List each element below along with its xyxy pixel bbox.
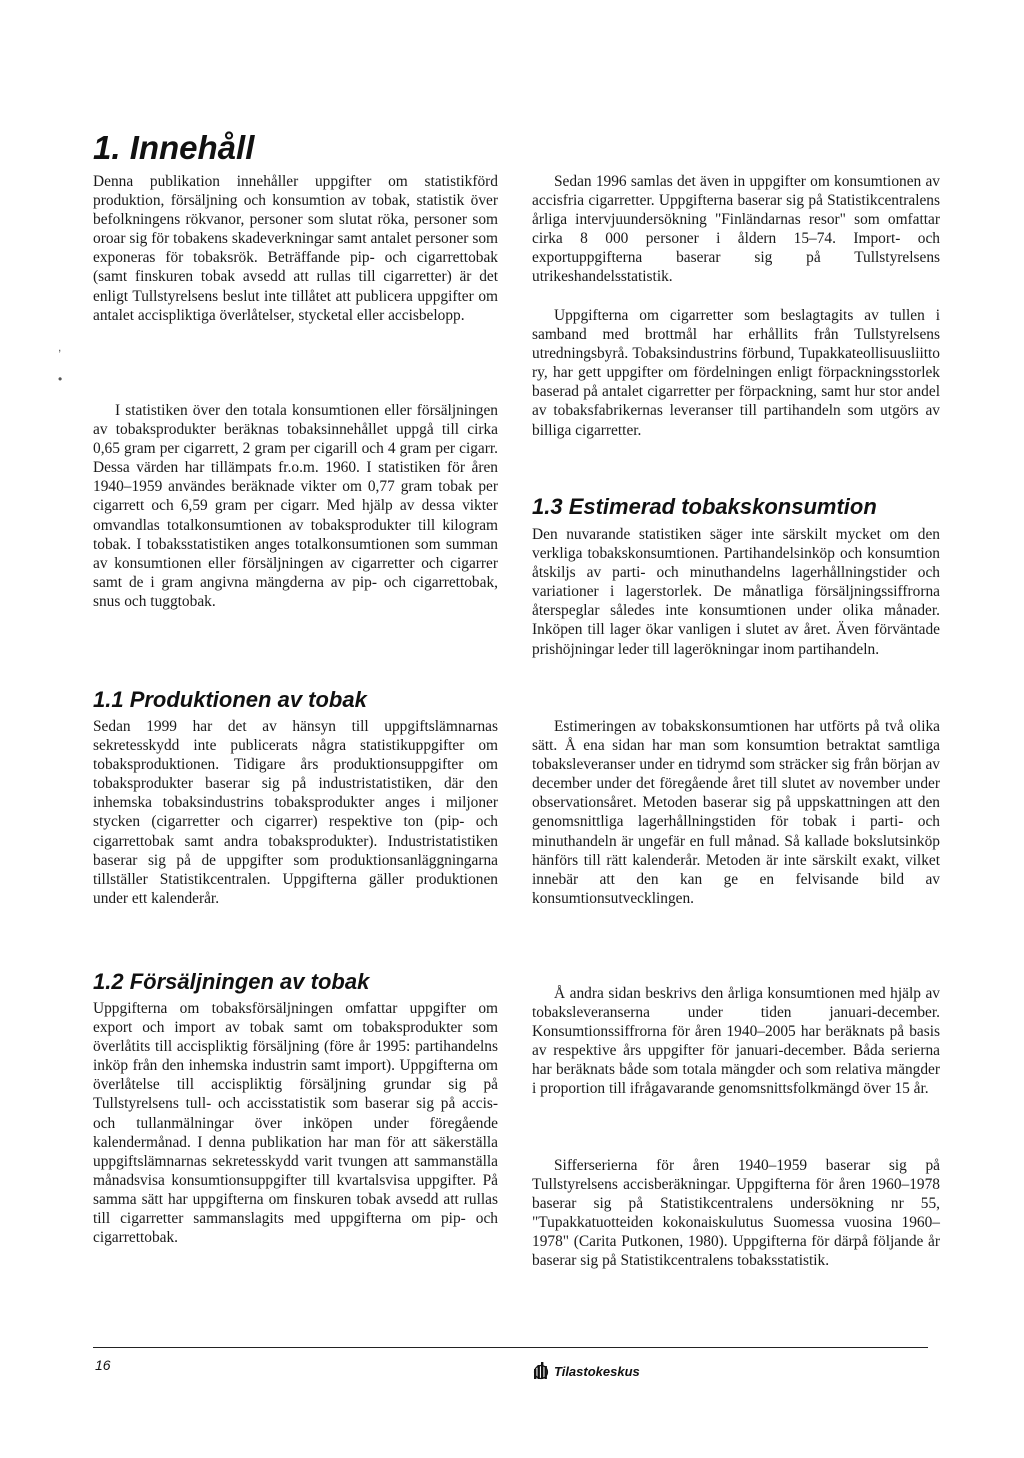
section-1-1-heading: 1.1 Produktionen av tobak [93,687,367,712]
right-paragraph-1: Sedan 1996 samlas det även in uppgifter om konsumtionen av accisfria cigarretter. Uppgifterna baserar sig på Statistikcentralens årliga intervjuundersökning "Finländarnas resor" som omfattar cirka 8 000 personer i åldern 15–74. Import- och exportuppgifterna baserar sig på Tullstyrelsens utrikeshandelsstatistik. [532,173,940,286]
publisher-name: Tilastokeskus [554,1363,640,1379]
section-1-3-paragraph-2: Estimeringen av tobakskonsumtionen har utförts på två olika sätt. Å ena sidan har man som konsumtion betraktat samtliga tobaksleveranser under en tidrymd som sträcker sig från början av december under det föregående året till slutet av november under observationsåret. Metoden baserar sig på uppskattningen att den genomsnittliga lagerhållningstiden för tobak i parti- och minuthandeln är ungefär en full månad. Så kallade bokslutsinköp hänförs till rätt kalenderår. Metoden är inte särskilt exakt, vilket innebär att den kan ge en felvisande bild av konsumtionsutvecklingen. [532,718,940,907]
section-1-3-heading: 1.3 Estimerad tobakskonsumtion [532,494,877,519]
margin-mark: , [58,340,62,354]
section-1-2-heading: 1.2 Försäljningen av tobak [93,969,370,994]
footer-rule [93,1347,928,1348]
section-1-3-paragraph-3: Å andra sidan beskrivs den årliga konsumtionen med hjälp av tobaksleveranserna under tiden januari-december. Konsumtionssiffrorna för åren 1940–2005 har beräknats på basis av respektive års uppgifter för januari-december. Båda serierna har beräknats både som totala mängder och som relativa mängder i proportion till ifrågavarande genomsnittsfolkmängd över 15 år. [532,985,940,1098]
section-1-1-paragraph: Sedan 1999 har det av hänsyn till uppgiftslämnarnas sekretesskydd inte publicerats några statistikuppgifter om tobaksproduktionen. Tidigare års produktionsuppgifter om tobaksprodukter baserar sig på industristatistiken, där den inhemska tobaksindustrins tobaksprodukter anges i miljoner stycken (cigarretter och cigarrer) respektive ton (pip- och cigarrettobak samt andra tobaksprodukter). Industristatistiken baserar sig på de uppgifter som produktionsanläggningarna tillställer Statistikcentralen. Uppgifterna gäller produktionen under ett kalenderår. [93,718,498,907]
intro-paragraph-1: Denna publikation innehåller uppgifter om statistikförd produktion, försäljning och konsumtion av tobak, statistik över befolkningens rökvanor, personer som slutat röka, personer som oroar sig för tobakens skadeverkningar samt antalet personer som exponeras för tobaksrök. Beträffande pip- och cigarrettobak (samt finskuren tobak avsedd att rullas till cigarretter) är det enligt Tullstyrelsens beslut inte tillåtet att publicera uppgifter om antalet accispliktiga överlåtelser, stycketal eller accisbelopp. [93,173,498,324]
margin-mark: • [58,372,63,386]
page-title: 1. Innehåll [93,129,255,166]
section-1-3-paragraph-1: Den nuvarande statistiken säger inte särskilt mycket om den verkliga tobakskonsumtionen. Partihandelsinköp och konsumtion åtskiljs av parti- och minuthandelns lagerhållningstider och variationer i lagerstorlek. De månatliga försäljningssiffrorna återspeglar således inte konsumtionen under olika månader. Inköpen till lager ökar vanligen i slutet av året. Även förväntade prishöjningar leder till lagerökningar inom partihandeln. [532,526,940,658]
intro-paragraph-2: I statistiken över den totala konsumtionen eller försäljningen av tobaksprodukter beräknas tobaksinnehållet uppgå till cirka 0,65 gram per cigarrett, 2 gram per cigarill och 4 gram per cigarr. Dessa värden har tillämpats fr.o.m. 1960. I statistiken för åren 1940–1959 användes beräknade vikter om 0,77 gram tobak per cigarrett och 6,59 gram per cigarr. Med hjälp av dessa vikter omvandlas totalkonsumtionen av tobaksprodukter till kilogram tobak. I tobaksstatistiken anges totalkonsumtionen som summan av konsumtionen eller försäljningen av cigarretter och cigarrer samt de i gram angivna mängderna av pip- och cigarrettobak, snus och tuggtobak. [93,402,498,610]
tilastokeskus-logo-icon [533,1361,549,1381]
page-number: 16 [95,1357,111,1373]
right-paragraph-2: Uppgifterna om cigarretter som beslagtagits av tullen i samband med brottmål har erhållits från Tullstyrelsens utredningsbyrå. Tobaksindustrins förbund, Tupakkateollisuusliitto ry, har gett uppgifter om fördelningen enligt förpackningsstorlek baserad på antalet cigarretter per förpackning, samt hur stor andel av tobaksfabrikernas leveranser till partihandeln som utgörs av billiga cigarretter. [532,307,940,439]
section-1-3-paragraph-4: Sifferserierna för åren 1940–1959 baserar sig på Tullstyrelsens accisberäkningar. Uppgifterna för åren 1960–1978 baserar sig på Statistikcentralens undersökning nr 55, "Tupakkatuotteiden kokonaiskulutus Suomessa vuosina 1960–1978" (Carita Putkonen, 1980). Uppgifterna för därpå följande år baserar sig på Statistikcentralens tobaksstatistik. [532,1157,940,1270]
publisher-logo [533,1361,640,1381]
section-1-2-paragraph: Uppgifterna om tobaksförsäljningen omfattar uppgifter om export och import av tobak samt om tobaksprodukter som överlåtits till accispliktig försäljning (före år 1995: partihandelns inköp från den inhemska industrin samt import). Uppgifterna om överlåtelse till accispliktig försäljning grundar sig på Tullstyrelsens tull- och accisstatistik som baserar sig på accis- och tullanmälningar över inköpen under föregående kalendermånad. I denna publikation har man för att säkerställa uppgiftslämnarnas sekretesskydd varit tvungen att sammanställa månadsvisa konsumtionsuppgifter till kvartalsvisa uppgifter. På samma sätt har uppgifterna om finskuren tobak avsedd att rullas till cigarretter sammanslagits med uppgifterna om pip- och cigarrettobak. [93,1000,498,1247]
